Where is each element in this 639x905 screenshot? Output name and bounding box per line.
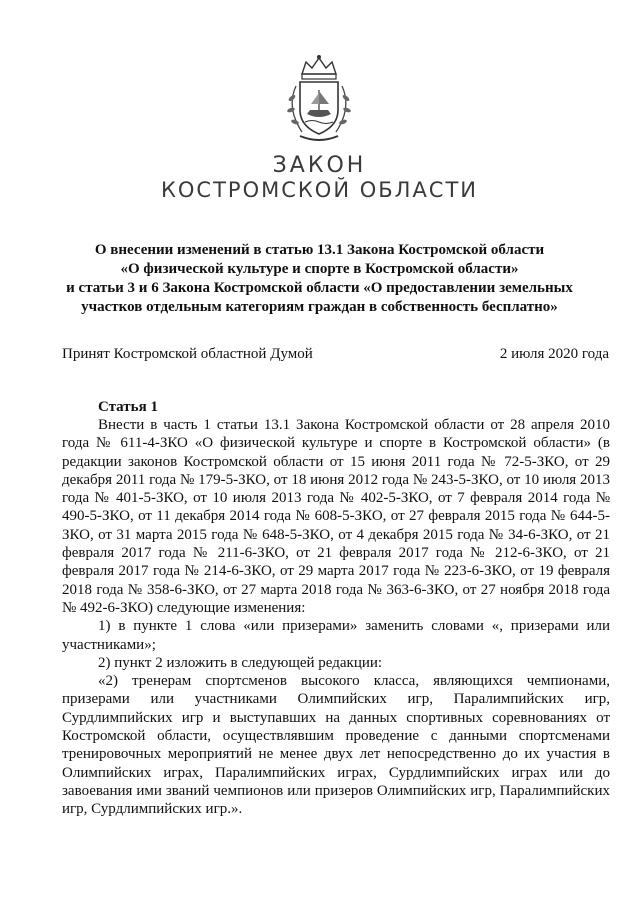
heading-line-1: О внесении изменений в статью 13.1 Закона Костромской области (94, 242, 545, 258)
law-title-line-2: КОСТРОМСКОЙ ОБЛАСТИ (160, 178, 479, 202)
heading-line-2: «О физической культуре и спорте в Костромской области» (120, 261, 519, 277)
article-body (62, 416, 610, 819)
law-heading (0, 241, 639, 317)
heading-line-3: и статьи 3 и 6 Закона Костромской области «О предоставлении земельных (66, 280, 573, 296)
law-title-line-1: ЗАКОН (272, 153, 367, 178)
kostroma-coat-of-arms-icon (272, 52, 366, 146)
article-title: Статья 1 (98, 399, 158, 415)
article-item-1: 1) в пункте 1 слова «или призерами» заменить словами «, призерами или участниками»; (62, 618, 610, 653)
adopted-by: Принят Костромской областной Думой (62, 346, 313, 362)
article-item-2: 2) пункт 2 изложить в следующей редакции: (98, 654, 383, 671)
heading-line-4: участков отдельным категориям граждан в собственность бесплатно» (81, 299, 558, 315)
article-intro-paragraph: Внести в часть 1 статьи 13.1 Закона Костромской области от 28 апреля 2010 года № 611-4-ЗКО «О физической культуре и спорте в Костромской области» (в редакции законов Костромской области от 15 июня 2011 года № 72-5-ЗКО, от 29 декабря 2011 года № 179-5-ЗКО, от 18 июня 2012 года № 243-5-ЗКО, от 10 июля 2013 года № 401-5-ЗКО, от 10 июля 2013 года № 402-5-ЗКО, от 7 февраля 2014 года № 490-5-ЗКО, от 11 декабря 2014 года № 608-5-ЗКО, от 27 февраля 2015 года № 644-5-ЗКО, от 31 марта 2015 года № 648-5-ЗКО, от 4 декабря 2015 года № 34-6-ЗКО, от 21 февраля 2017 года № 211-6-ЗКО, от 21 февраля 2017 года № 212-6-ЗКО, от 21 февраля 2017 года № 214-6-ЗКО, от 29 марта 2017 года № 223-6-ЗКО, от 19 февраля 2018 года № 358-6-ЗКО, от 27 марта 2018 года № 363-6-ЗКО, от 27 ноября 2018 года № 492-6-ЗКО) следующие изменения: (62, 417, 610, 616)
adopted-date: 2 июля 2020 года (499, 346, 609, 362)
article-quote-paragraph: «2) тренерам спортсменов высокого класса, являющихся чемпионами, призерами или участниками Олимпийских игр, Паралимпийских игр, Сурдлимпийских игр и выступавших на данных спортивных соревнованиях от Костромской области, осуществлявшим проведение с данными спортсменами тренировочных мероприятий не менее двух лет непосредственно до их участия в Олимпийских играх, Паралимпийских играх, Сурдлимпийских играх или до завоевания ими званий чемпионов или призеров Олимпийских игр, Паралимпийских игр, Сурдлимпийских игр.». (62, 673, 610, 818)
